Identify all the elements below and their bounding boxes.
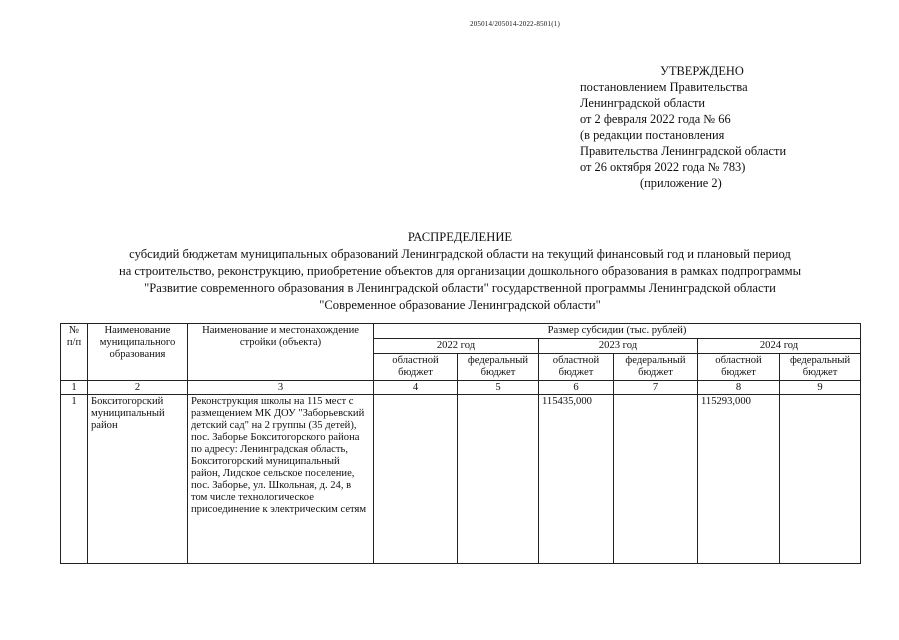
- approval-stamp: [572, 63, 832, 191]
- title-heading: РАСПРЕДЕЛЕНИЕ: [407, 230, 513, 244]
- row-municipality: Бокситогорский муниципальный район: [88, 395, 188, 564]
- column-number: 7: [614, 381, 698, 395]
- column-number: 9: [780, 381, 861, 395]
- row-2023-federal: [614, 395, 698, 564]
- subsidy-table: [60, 323, 861, 564]
- approval-line: (в редакции постановления: [580, 128, 725, 142]
- header-regional: областной бюджет: [539, 354, 614, 381]
- header-federal: федеральный бюджет: [780, 354, 861, 381]
- column-number: 5: [458, 381, 539, 395]
- header-federal: федеральный бюджет: [614, 354, 698, 381]
- header-federal: федеральный бюджет: [458, 354, 539, 381]
- column-number: 2: [88, 381, 188, 395]
- approval-heading: УТВЕРЖДЕНО: [660, 64, 744, 78]
- header-regional: областной бюджет: [374, 354, 458, 381]
- title-line: субсидий бюджетам муниципальных образований Ленинградской области на текущий финансовый год и плановый период: [129, 247, 791, 261]
- approval-line: Правительства Ленинградской области: [580, 144, 787, 158]
- row-2022-regional: [374, 395, 458, 564]
- header-object: Наименование и местонахождение стройки (объекта): [188, 324, 374, 381]
- column-number: 6: [539, 381, 614, 395]
- title-line: "Развитие современного образования в Ленинградской области" государственной программы Ленинградской области: [144, 281, 776, 295]
- title-line: "Современное образование Ленинградской области": [319, 298, 601, 312]
- approval-appendix: (приложение 2): [640, 176, 722, 190]
- column-number: 8: [698, 381, 780, 395]
- header-municipality: Наименование муниципального образования: [88, 324, 188, 381]
- header-subsidy: Размер субсидии (тыс. рублей): [374, 324, 861, 339]
- approval-line: Ленинградской области: [580, 96, 706, 110]
- approval-line: от 2 февраля 2022 года № 66: [580, 112, 731, 126]
- approval-line: постановлением Правительства: [580, 80, 748, 94]
- approval-line: от 26 октября 2022 года № 783): [580, 160, 746, 174]
- document-number: 205014/205014-2022-8501(1): [470, 20, 560, 28]
- row-2023-regional: 115435,000: [539, 395, 614, 564]
- header-year-2024: 2024 год: [698, 339, 861, 354]
- column-number: 1: [61, 381, 88, 395]
- row-2022-federal: [458, 395, 539, 564]
- header-num: № п/п: [61, 324, 88, 381]
- row-num: 1: [61, 395, 88, 564]
- header-year-2023: 2023 год: [539, 339, 698, 354]
- table-row: [61, 395, 861, 564]
- header-regional: областной бюджет: [698, 354, 780, 381]
- document-title: [60, 229, 860, 314]
- row-object: Реконструкция школы на 115 мест с размещением МК ДОУ "Заборьевский детский сад" на 2 группы (35 детей), пос. Заборье Бокситогорского района по адресу: Ленинградская область, Бокситогорский муниципальный район, Лидское сельское поселение, пос. Заборье, ул. Школьная, д. 24, в том числе технологическое присоединение к электрическим сетям: [188, 395, 374, 564]
- column-number: 3: [188, 381, 374, 395]
- row-2024-federal: [780, 395, 861, 564]
- row-2024-regional: 115293,000: [698, 395, 780, 564]
- header-year-2022: 2022 год: [374, 339, 539, 354]
- title-line: на строительство, реконструкцию, приобретение объектов для организации дошкольного образования в рамках подпрограммы: [118, 264, 802, 278]
- column-number: 4: [374, 381, 458, 395]
